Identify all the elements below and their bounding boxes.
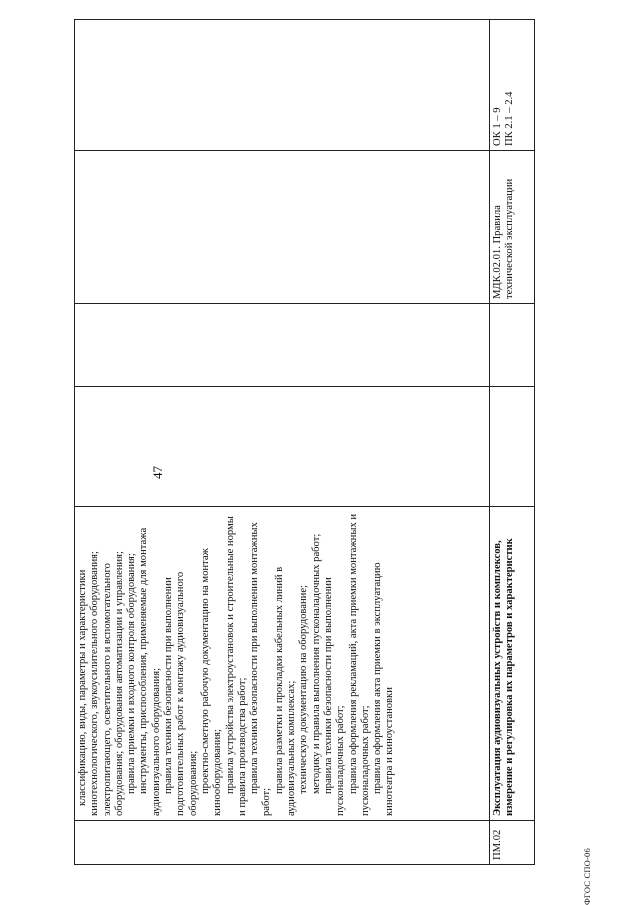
knowledge-list-cell [75, 507, 490, 821]
module-title: Эксплуатация аудиовизуальных устройств и комплексов, измерение и регулировка их параметров и характеристик [490, 507, 535, 821]
list-item: правила техники безопасности при выполнении монтажных работ; [249, 522, 273, 816]
empty-cell [490, 387, 535, 507]
list-item: классификацию, виды, параметры и характеристики кинотехнологического, звукоусилительного оборудования; электропитающего, осветительного и вспомогательного оборудования; оборудования автоматизации и управления; [77, 551, 125, 816]
page-number: 47 [150, 466, 165, 479]
list-item: проектно-сметную рабочую документацию на монтаж кинооборудования; [199, 548, 224, 816]
empty-cell [490, 304, 535, 387]
table-row-knowledge [75, 20, 490, 865]
list-item: правила устройства электроустановок и строительные нормы и правила производства работ; [224, 516, 248, 816]
list-item: правила техники безопасности при выполнении подготовительных работ к монтажу аудиовизуального оборудования; [163, 571, 199, 816]
code-cell-empty [75, 821, 490, 865]
competencies-cell [490, 20, 535, 151]
list-item: инструменты, приспособления, применяемые для монтажа аудиовизуального оборудования; [138, 527, 162, 816]
empty-cell [75, 387, 490, 507]
empty-cell [75, 20, 490, 151]
list-item: правила оформления акта приемки в эксплуатацию кинотеатра и киноустановки [372, 562, 396, 816]
module-code: ПМ.02 [490, 821, 535, 865]
competencies-general: ОК 1 – 9 [492, 107, 503, 146]
list-item: правила приемки и входного контроля оборудования; [126, 553, 138, 794]
rotated-page [0, 15, 624, 905]
empty-cell [75, 151, 490, 304]
mdk-cell: МДК.02.01. Правила технической эксплуатации [490, 151, 535, 304]
list-item: правила техники безопасности при выполнении пусконаладочных работ; [322, 577, 347, 816]
table-row-module [490, 20, 535, 865]
curriculum-table [74, 19, 535, 865]
competencies-professional: ПК 2.1 – 2.4 [504, 91, 516, 146]
list-item: техническую документацию на оборудование; [298, 585, 310, 794]
list-item: правила оформления рекламаций, акта приемки монтажных и пусконаладочных работ; [347, 513, 371, 816]
list-item: правила разметки и прокладки кабельных линий в аудиовизуальных комплексах; [273, 566, 298, 816]
list-item: методику и правила выполнения пусконаладочных работ; [310, 533, 322, 794]
footer-code: ФГОС СПО-06 [582, 848, 592, 905]
empty-cell [75, 304, 490, 387]
